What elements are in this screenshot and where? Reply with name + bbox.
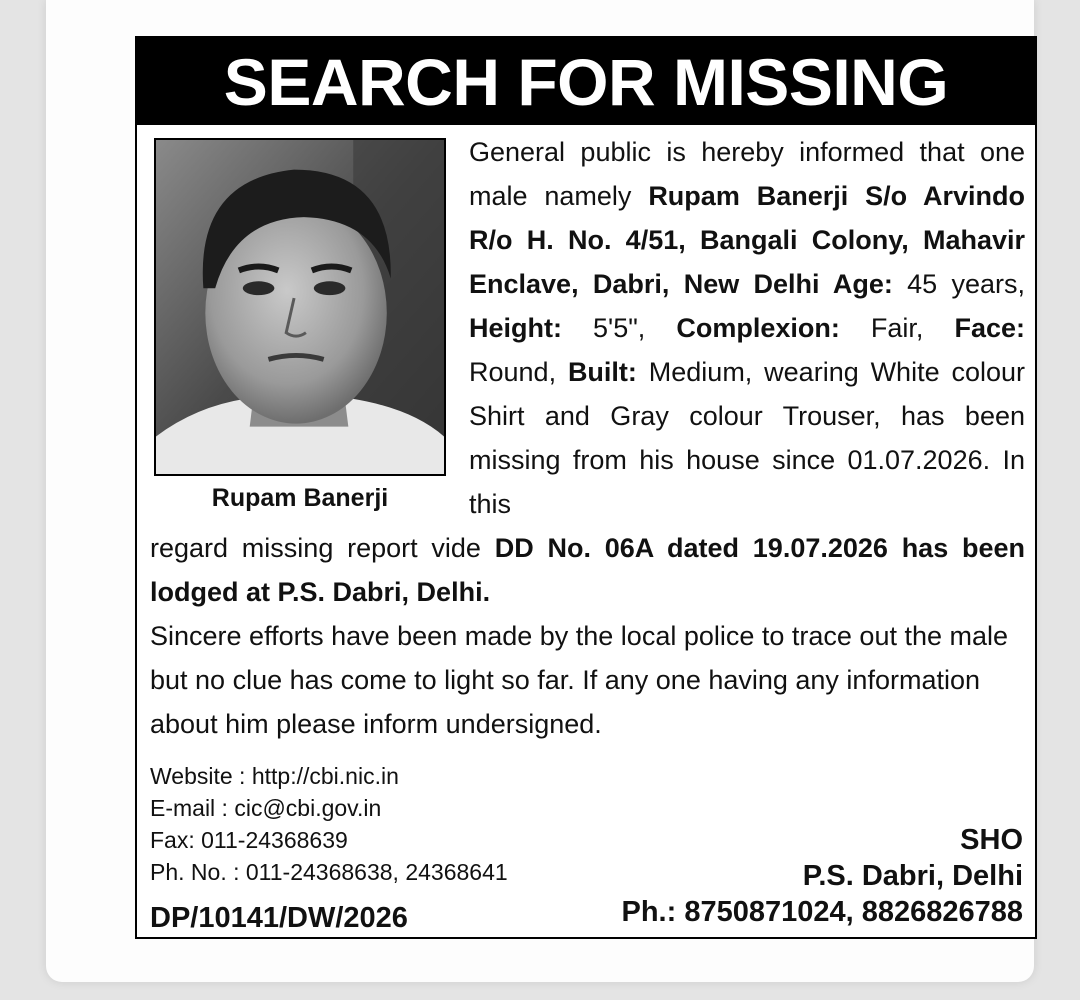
text-run: Fair, [839, 313, 955, 343]
signatory-block [621, 822, 1023, 930]
photo-caption: Rupam Banerji [211, 484, 389, 512]
text-run: Rupam Banerji S/o Arvindo R/o H. No. 4/51, Bangali Colony, Mahavir Enclave, Dabri, New Delhi Age: [469, 181, 1025, 299]
signatory-title: SHO [960, 824, 1023, 856]
missing-person-photo [154, 138, 446, 476]
text-run: General public is hereby informed that one male namely [469, 137, 1025, 211]
notice-headline: SEARCH FOR MISSING [137, 38, 1035, 125]
contact-details [150, 760, 508, 888]
appeal-paragraph: Sincere efforts have been made by the local police to trace out the male but no clue has come to light so far. If any one having any information about him please inform undersigned. [150, 621, 1009, 739]
text-run: Complexion: [676, 313, 840, 343]
text-run: DD No. 06A dated 19.07.2026 has been lodged at P.S. Dabri, Delhi. [150, 533, 1025, 607]
signatory-station: P.S. Dabri, Delhi [802, 860, 1023, 892]
report-paragraph [150, 526, 1025, 614]
missing-person-notice [135, 36, 1037, 939]
text-run: regard missing report vide [150, 533, 495, 563]
text-run: Face: [954, 313, 1025, 343]
text-run: 5'5", [561, 313, 677, 343]
reference-number: DP/10141/DW/2026 [150, 902, 408, 934]
document-page [46, 0, 1034, 982]
description-paragraph [469, 130, 1025, 526]
signatory-phone: Ph.: 8750871024, 8826826788 [621, 896, 1023, 928]
phone-line: Ph. No. : 011-24368638, 24368641 [150, 859, 508, 885]
text-run: 45 years, [892, 269, 1025, 299]
website-line: Website : http://cbi.nic.in [150, 763, 399, 789]
text-run: Built: [567, 357, 637, 387]
text-run: Round, [469, 357, 568, 387]
email-line: E-mail : cic@cbi.gov.in [150, 795, 382, 821]
fax-line: Fax: 011-24368639 [150, 827, 348, 853]
text-run: Height: [469, 313, 562, 343]
text-run: Medium, wearing White colour Shirt and Gray colour Trouser, has been missing from his house since 01.07.2026. In this [469, 357, 1025, 519]
